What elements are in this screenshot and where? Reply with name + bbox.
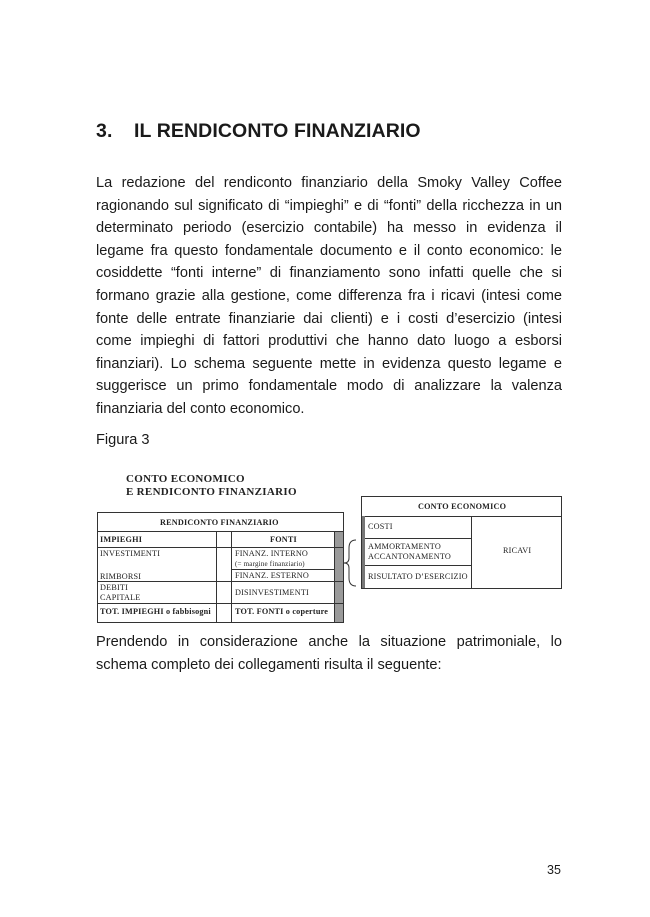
accantonamento: ACCANTONAMENTO [368,552,452,561]
investimenti: INVESTIMENTI [100,549,161,558]
tot-fonti: TOT. FONTI o coperture [235,607,329,616]
section-number: 3. [96,120,113,142]
disinvestimenti: DISINVESTIMENTI [235,588,309,597]
separator-bar [362,516,365,588]
capitale: CAPITALE [100,593,141,602]
body-paragraph-2: Prendendo in considerazione anche la situazione patrimoniale, lo schema completo dei collegamenti risulta il seguente: [96,634,562,673]
figure-caption: Figura 3 [96,432,150,448]
col-fonti: FONTI [270,535,297,544]
body-paragraph-1: La redazione del rendiconto finanziario della Smoky Valley Coffee ragionando sul significato di “impieghi” e di “fonti” della ricchezza in un determinato periodo (esercizio contabile) ha messo in evidenza il legame fra questo fondamentale documento e il conto economico: le cosiddette “fonti interne” di finanziamento sono infatti quelle che si formano grazie alla gestione, come differenza fra i ricavi (intesi come fonte delle entrate finanziarie dai clienti) e i costi d’esercizio (intesi come impieghi di fattori produttivi che hanno dato luogo a esborsi finanziari). Lo schema seguente mette in evidenza questo legame e suggerisce un primo fondamentale modo di analizzare la valenza finanziaria del conto economico. [96,175,562,417]
rimborsi: RIMBORSI [100,572,142,581]
conto-economico-header: CONTO ECONOMICO [418,502,507,511]
figure-title-line1: CONTO ECONOMICO [126,473,245,485]
section-heading [96,120,421,143]
ricavi: RICAVI [503,546,532,555]
risultato-esercizio: RISULTATO D’ESERCIZIO [368,572,468,581]
rendiconto-header: RENDICONTO FINANZIARIO [160,518,279,527]
costi: COSTI [368,522,393,531]
finanz-esterno: FINANZ. ESTERNO [235,571,309,580]
finanz-interno: FINANZ. INTERNO [235,549,309,558]
margine-finanziario: (= margine finanziario) [235,560,305,568]
page-number: 35 [547,863,561,877]
tot-impieghi: TOT. IMPIEGHI o fabbisogni [100,607,211,616]
brace-connector [342,538,362,588]
ammortamento: AMMORTAMENTO [368,542,441,551]
figure-title-line2: E RENDICONTO FINANZIARIO [126,486,297,498]
debiti: DEBITI [100,583,129,592]
col-impieghi: IMPIEGHI [100,535,143,544]
section-title: IL RENDICONTO FINANZIARIO [134,120,421,142]
